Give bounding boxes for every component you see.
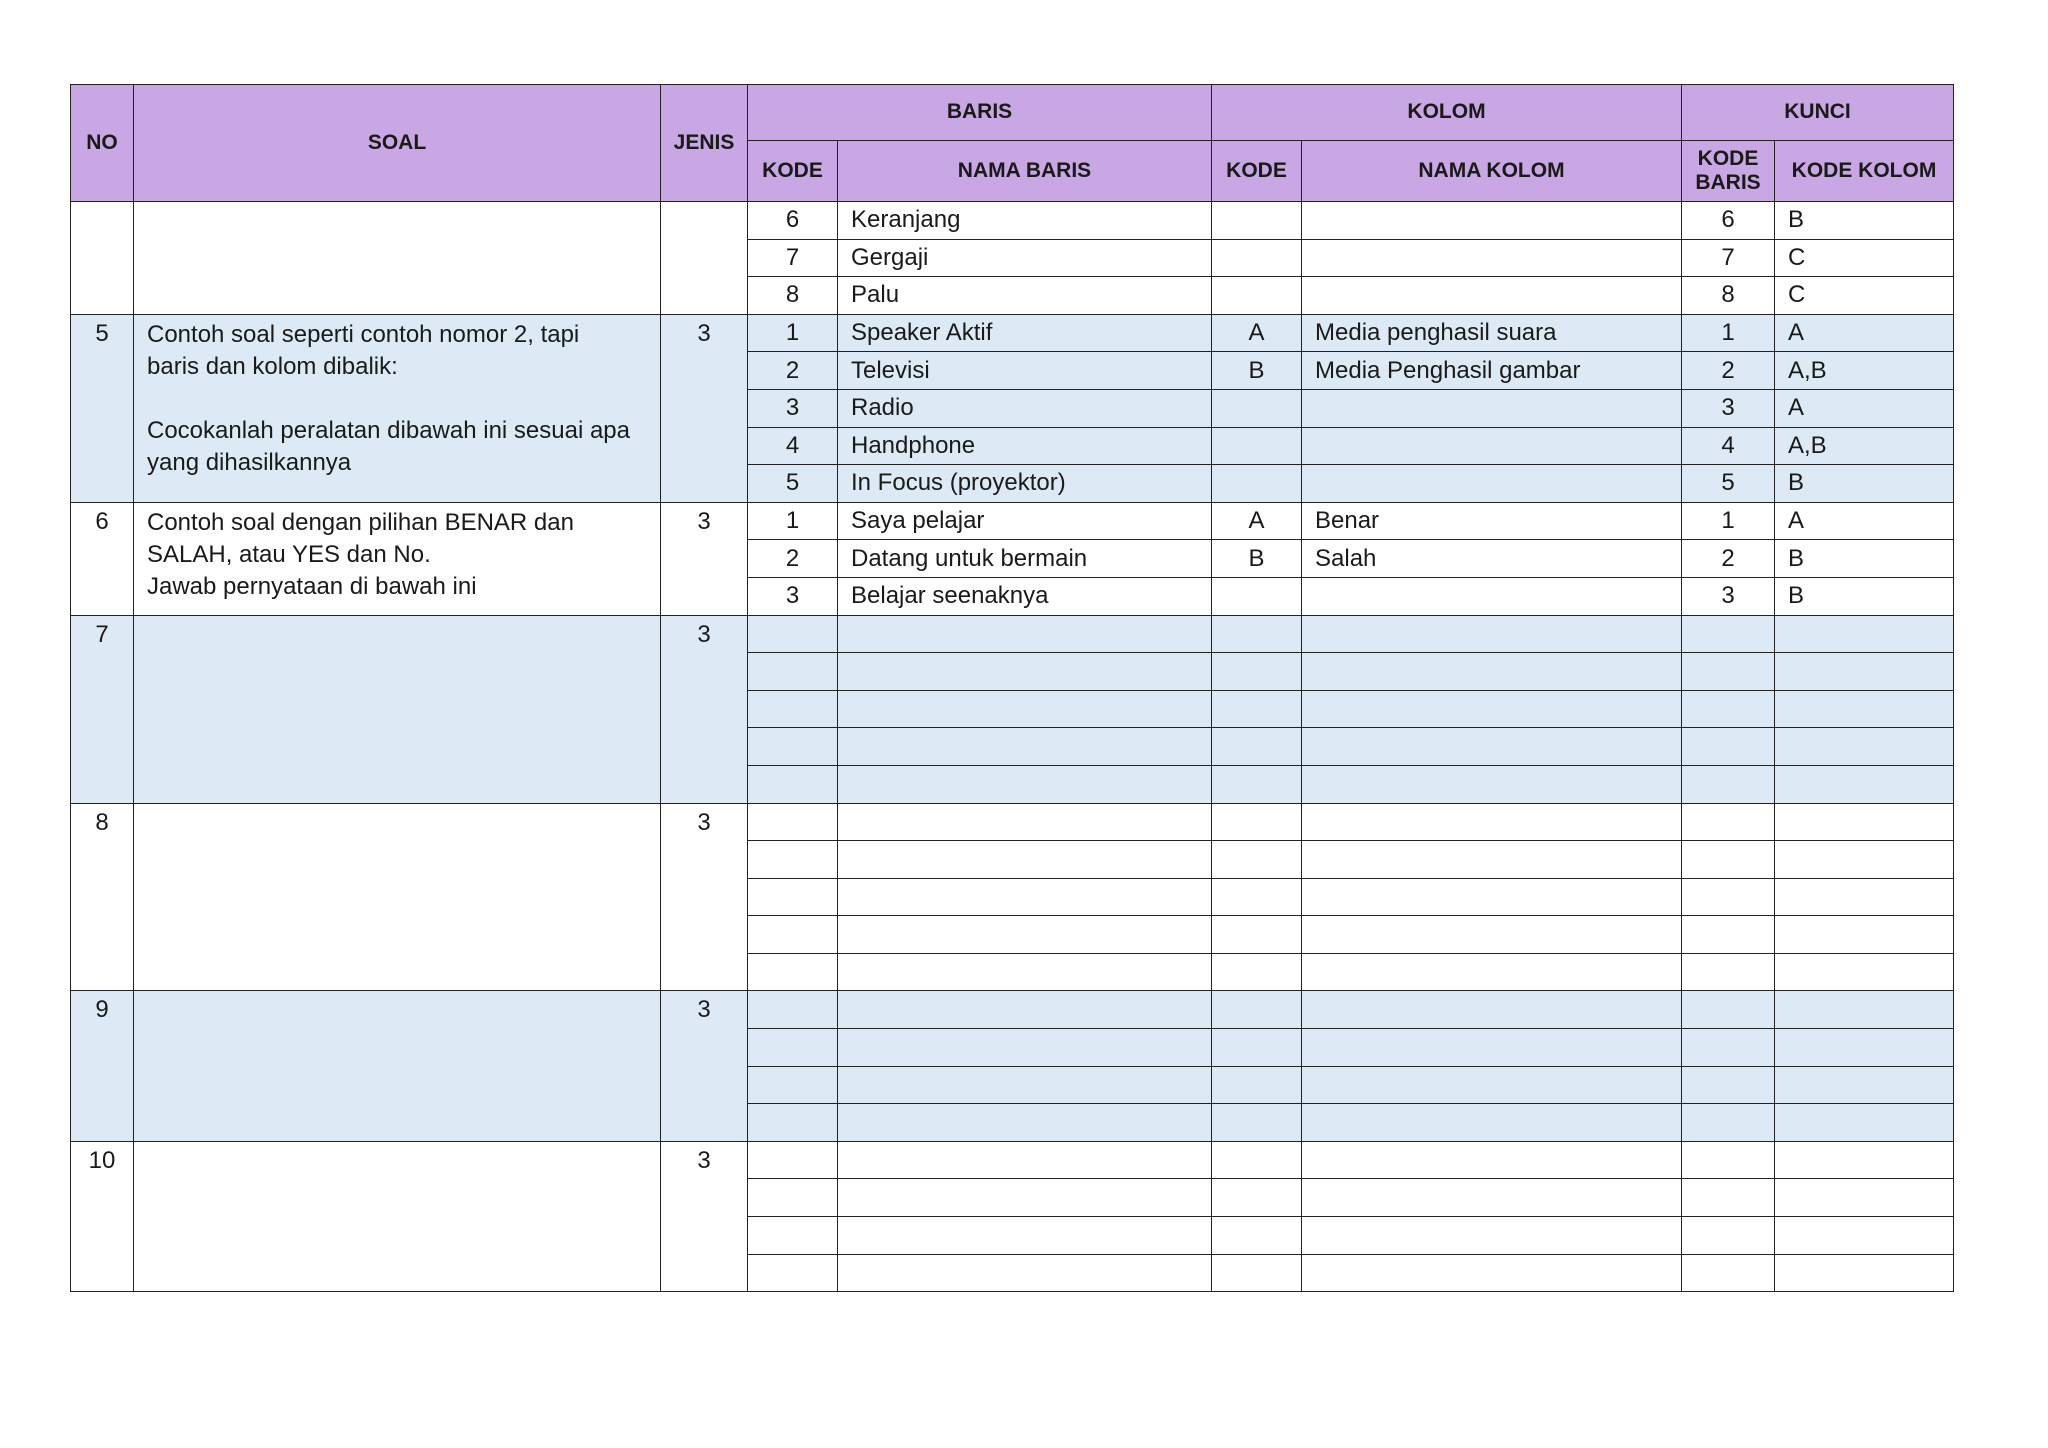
cell-kode-baris: 2 [748, 352, 838, 390]
cell-kode-baris [748, 841, 838, 879]
cell-nama-baris [838, 1217, 1212, 1255]
cell-kunci-kode-kolom [1775, 1217, 1954, 1255]
cell-kunci-kode-kolom [1775, 841, 1954, 879]
cell-nama-baris [838, 1254, 1212, 1292]
cell-kunci-kode-kolom: B [1775, 465, 1954, 503]
soal-text-line: Contoh soal seperti contoh nomor 2, tapi [147, 320, 580, 348]
cell-kode-baris [748, 1029, 838, 1067]
cell-kode-kolom [1212, 1104, 1302, 1142]
cell-kunci-kode-baris: 4 [1682, 427, 1775, 465]
cell-kunci-kode-kolom: C [1775, 277, 1954, 315]
cell-nama-kolom [1302, 615, 1682, 653]
cell-kunci-kode-kolom: C [1775, 239, 1954, 277]
cell-nama-kolom: Salah [1302, 540, 1682, 578]
cell-kode-baris [748, 1179, 838, 1217]
cell-kode-baris [748, 1141, 838, 1179]
cell-nama-baris [838, 878, 1212, 916]
cell-nama-kolom [1302, 389, 1682, 427]
cell-nama-kolom [1302, 277, 1682, 315]
cell-kode-baris: 1 [748, 314, 838, 352]
cell-kode-baris: 8 [748, 277, 838, 315]
cell-nama-baris [838, 1066, 1212, 1104]
cell-kode-kolom [1212, 953, 1302, 991]
cell-kunci-kode-baris: 5 [1682, 465, 1775, 503]
cell-kode-kolom [1212, 389, 1302, 427]
cell-kunci-kode-kolom [1775, 765, 1954, 803]
cell-nama-baris: Belajar seenaknya [838, 577, 1212, 615]
cell-no: 9 [71, 991, 134, 1141]
cell-kode-baris: 3 [748, 577, 838, 615]
cell-nama-kolom [1302, 916, 1682, 954]
cell-nama-baris [838, 615, 1212, 653]
cell-kunci-kode-baris: 7 [1682, 239, 1775, 277]
cell-nama-kolom [1302, 878, 1682, 916]
cell-kode-baris [748, 1104, 838, 1142]
cell-kode-baris [748, 615, 838, 653]
cell-kunci-kode-baris [1682, 1254, 1775, 1292]
question-table-container [70, 84, 1954, 1292]
cell-nama-kolom [1302, 427, 1682, 465]
cell-nama-kolom [1302, 765, 1682, 803]
cell-soal [134, 615, 661, 803]
cell-kode-baris [748, 803, 838, 841]
cell-jenis: 3 [661, 1141, 748, 1291]
header-baris: BARIS [748, 85, 1212, 141]
cell-nama-baris [838, 916, 1212, 954]
cell-kode-baris: 5 [748, 465, 838, 503]
cell-no [71, 202, 134, 315]
cell-nama-kolom [1302, 653, 1682, 691]
cell-jenis: 3 [661, 991, 748, 1141]
table-row [71, 314, 1954, 352]
table-row [71, 202, 1954, 240]
cell-nama-kolom [1302, 953, 1682, 991]
header-jenis: JENIS [661, 85, 748, 202]
cell-nama-baris: Handphone [838, 427, 1212, 465]
cell-jenis: 3 [661, 502, 748, 615]
cell-kode-baris: 3 [748, 389, 838, 427]
cell-kunci-kode-baris: 3 [1682, 577, 1775, 615]
cell-kunci-kode-baris [1682, 803, 1775, 841]
cell-nama-kolom [1302, 1254, 1682, 1292]
cell-kunci-kode-kolom [1775, 1179, 1954, 1217]
header-soal: SOAL [134, 85, 661, 202]
table-row [71, 502, 1954, 540]
soal-text-line: Cocokanlah peralatan dibawah ini sesuai apa [147, 416, 630, 444]
cell-kunci-kode-baris [1682, 878, 1775, 916]
soal-text-line: Jawab pernyataan di bawah ini [147, 572, 477, 600]
cell-nama-baris [838, 803, 1212, 841]
cell-kunci-kode-baris: 3 [1682, 389, 1775, 427]
cell-kunci-kode-baris [1682, 841, 1775, 879]
cell-kunci-kode-baris [1682, 728, 1775, 766]
cell-soal [134, 502, 661, 615]
cell-nama-kolom [1302, 1141, 1682, 1179]
cell-kode-baris [748, 878, 838, 916]
cell-kunci-kode-kolom [1775, 1141, 1954, 1179]
cell-nama-baris: Keranjang [838, 202, 1212, 240]
soal-text-line: baris dan kolom dibalik: [147, 352, 398, 380]
cell-nama-baris: In Focus (proyektor) [838, 465, 1212, 503]
cell-nama-baris [838, 841, 1212, 879]
header-kode-baris: KODE [748, 141, 838, 202]
cell-no: 10 [71, 1141, 134, 1291]
cell-jenis: 3 [661, 615, 748, 803]
cell-nama-kolom: Media Penghasil gambar [1302, 352, 1682, 390]
cell-kode-kolom [1212, 991, 1302, 1029]
header-nama-kolom: NAMA KOLOM [1302, 141, 1682, 202]
cell-kunci-kode-kolom: A [1775, 502, 1954, 540]
cell-kunci-kode-baris: 2 [1682, 540, 1775, 578]
cell-nama-baris [838, 690, 1212, 728]
cell-nama-baris [838, 765, 1212, 803]
cell-soal [134, 1141, 661, 1291]
cell-kunci-kode-kolom: A [1775, 389, 1954, 427]
soal-text-line: SALAH, atau YES dan No. [147, 540, 431, 568]
cell-kunci-kode-kolom [1775, 1104, 1954, 1142]
cell-nama-baris [838, 1104, 1212, 1142]
cell-kunci-kode-kolom [1775, 653, 1954, 691]
header-kunci-kode-kolom: KODE KOLOM [1775, 141, 1954, 202]
table-row [71, 803, 1954, 841]
cell-nama-kolom [1302, 577, 1682, 615]
cell-kode-kolom [1212, 1029, 1302, 1067]
cell-kode-kolom [1212, 803, 1302, 841]
cell-kunci-kode-baris [1682, 615, 1775, 653]
cell-kunci-kode-baris [1682, 953, 1775, 991]
cell-kunci-kode-kolom [1775, 728, 1954, 766]
cell-kode-kolom: A [1212, 502, 1302, 540]
cell-kunci-kode-kolom: B [1775, 540, 1954, 578]
cell-nama-kolom [1302, 465, 1682, 503]
cell-kode-kolom [1212, 728, 1302, 766]
cell-kunci-kode-kolom [1775, 690, 1954, 728]
cell-kode-kolom: B [1212, 352, 1302, 390]
cell-kunci-kode-baris: 8 [1682, 277, 1775, 315]
cell-kunci-kode-baris: 6 [1682, 202, 1775, 240]
cell-kunci-kode-kolom [1775, 916, 1954, 954]
cell-kode-kolom [1212, 916, 1302, 954]
cell-kode-kolom [1212, 277, 1302, 315]
cell-jenis: 3 [661, 803, 748, 991]
soal-text-line: yang dihasilkannya [147, 448, 352, 476]
cell-nama-kolom [1302, 1104, 1682, 1142]
cell-kode-baris [748, 916, 838, 954]
header-kunci: KUNCI [1682, 85, 1954, 141]
cell-soal [134, 803, 661, 991]
cell-kunci-kode-kolom [1775, 1066, 1954, 1104]
cell-nama-baris: Radio [838, 389, 1212, 427]
question-table [70, 84, 1954, 1292]
cell-nama-kolom [1302, 1179, 1682, 1217]
cell-nama-kolom [1302, 728, 1682, 766]
cell-nama-baris: Speaker Aktif [838, 314, 1212, 352]
cell-kunci-kode-baris: 1 [1682, 502, 1775, 540]
cell-kunci-kode-baris [1682, 1066, 1775, 1104]
cell-kode-kolom: B [1212, 540, 1302, 578]
cell-kunci-kode-baris [1682, 653, 1775, 691]
cell-kode-baris [748, 1217, 838, 1255]
cell-kunci-kode-baris [1682, 1179, 1775, 1217]
cell-kunci-kode-baris [1682, 765, 1775, 803]
table-body [71, 202, 1954, 1292]
cell-jenis [661, 202, 748, 315]
cell-kode-kolom [1212, 1066, 1302, 1104]
cell-kunci-kode-kolom [1775, 991, 1954, 1029]
cell-nama-baris: Televisi [838, 352, 1212, 390]
cell-kode-kolom [1212, 1254, 1302, 1292]
cell-kode-baris [748, 690, 838, 728]
table-row [71, 615, 1954, 653]
cell-kunci-kode-kolom: B [1775, 577, 1954, 615]
cell-kunci-kode-baris: 2 [1682, 352, 1775, 390]
cell-kode-kolom [1212, 878, 1302, 916]
cell-kode-kolom [1212, 615, 1302, 653]
cell-nama-kolom [1302, 1217, 1682, 1255]
cell-kode-kolom [1212, 1179, 1302, 1217]
cell-kunci-kode-kolom [1775, 953, 1954, 991]
cell-kode-kolom [1212, 577, 1302, 615]
soal-text-line: Contoh soal dengan pilihan BENAR dan [147, 508, 574, 536]
cell-kunci-kode-kolom: A,B [1775, 427, 1954, 465]
cell-kunci-kode-baris [1682, 1029, 1775, 1067]
cell-kode-baris [748, 765, 838, 803]
cell-kode-kolom: A [1212, 314, 1302, 352]
cell-nama-kolom: Media penghasil suara [1302, 314, 1682, 352]
cell-kode-kolom [1212, 1217, 1302, 1255]
cell-kode-baris: 6 [748, 202, 838, 240]
header-no: NO [71, 85, 134, 202]
cell-kode-baris [748, 991, 838, 1029]
cell-kunci-kode-baris [1682, 1217, 1775, 1255]
cell-kunci-kode-kolom [1775, 1254, 1954, 1292]
cell-kode-baris [748, 1066, 838, 1104]
cell-nama-kolom [1302, 239, 1682, 277]
cell-nama-baris [838, 991, 1212, 1029]
cell-kunci-kode-baris [1682, 916, 1775, 954]
cell-kode-baris [748, 1254, 838, 1292]
cell-kunci-kode-kolom: A [1775, 314, 1954, 352]
cell-nama-kolom [1302, 690, 1682, 728]
soal-text-line [147, 383, 648, 415]
cell-kode-kolom [1212, 239, 1302, 277]
cell-nama-kolom [1302, 1029, 1682, 1067]
cell-nama-kolom: Benar [1302, 502, 1682, 540]
cell-nama-baris [838, 953, 1212, 991]
cell-kode-kolom [1212, 690, 1302, 728]
cell-kode-baris: 2 [748, 540, 838, 578]
cell-kode-baris: 4 [748, 427, 838, 465]
cell-soal [134, 314, 661, 502]
cell-kunci-kode-baris [1682, 1141, 1775, 1179]
cell-kunci-kode-baris: 1 [1682, 314, 1775, 352]
cell-kode-kolom [1212, 841, 1302, 879]
cell-kode-kolom [1212, 765, 1302, 803]
cell-kunci-kode-kolom [1775, 615, 1954, 653]
cell-nama-kolom [1302, 1066, 1682, 1104]
cell-kode-kolom [1212, 653, 1302, 691]
cell-no: 7 [71, 615, 134, 803]
header-nama-baris: NAMA BARIS [838, 141, 1212, 202]
cell-kunci-kode-kolom: B [1775, 202, 1954, 240]
table-row [71, 991, 1954, 1029]
header-kunci-kode-baris-line1: KODE [1697, 146, 1759, 170]
cell-nama-baris: Saya pelajar [838, 502, 1212, 540]
cell-kode-baris [748, 728, 838, 766]
cell-kunci-kode-baris [1682, 1104, 1775, 1142]
cell-kode-baris [748, 953, 838, 991]
cell-kode-kolom [1212, 202, 1302, 240]
cell-kode-kolom [1212, 465, 1302, 503]
cell-nama-baris: Palu [838, 277, 1212, 315]
table-row [71, 1141, 1954, 1179]
cell-kode-kolom [1212, 1141, 1302, 1179]
header-kunci-kode-baris [1682, 141, 1775, 202]
header-kunci-kode-baris-line2: BARIS [1695, 171, 1761, 194]
cell-no: 5 [71, 314, 134, 502]
cell-kode-baris: 1 [748, 502, 838, 540]
cell-kunci-kode-baris [1682, 991, 1775, 1029]
cell-kode-baris: 7 [748, 239, 838, 277]
cell-no: 6 [71, 502, 134, 615]
cell-soal [134, 202, 661, 315]
cell-kode-kolom [1212, 427, 1302, 465]
cell-jenis: 3 [661, 314, 748, 502]
cell-soal [134, 991, 661, 1141]
cell-nama-kolom [1302, 841, 1682, 879]
cell-no: 8 [71, 803, 134, 991]
cell-nama-kolom [1302, 803, 1682, 841]
cell-nama-baris: Gergaji [838, 239, 1212, 277]
header-kolom: KOLOM [1212, 85, 1682, 141]
cell-nama-kolom [1302, 991, 1682, 1029]
cell-kunci-kode-kolom [1775, 1029, 1954, 1067]
cell-nama-baris [838, 1179, 1212, 1217]
cell-nama-baris [838, 1029, 1212, 1067]
cell-nama-baris: Datang untuk bermain [838, 540, 1212, 578]
cell-nama-kolom [1302, 202, 1682, 240]
cell-kunci-kode-kolom [1775, 878, 1954, 916]
cell-kunci-kode-kolom [1775, 803, 1954, 841]
cell-kunci-kode-kolom: A,B [1775, 352, 1954, 390]
cell-nama-baris [838, 728, 1212, 766]
cell-nama-baris [838, 1141, 1212, 1179]
header-kode-kolom: KODE [1212, 141, 1302, 202]
table-header [71, 85, 1954, 202]
cell-kode-baris [748, 653, 838, 691]
cell-kunci-kode-baris [1682, 690, 1775, 728]
cell-nama-baris [838, 653, 1212, 691]
